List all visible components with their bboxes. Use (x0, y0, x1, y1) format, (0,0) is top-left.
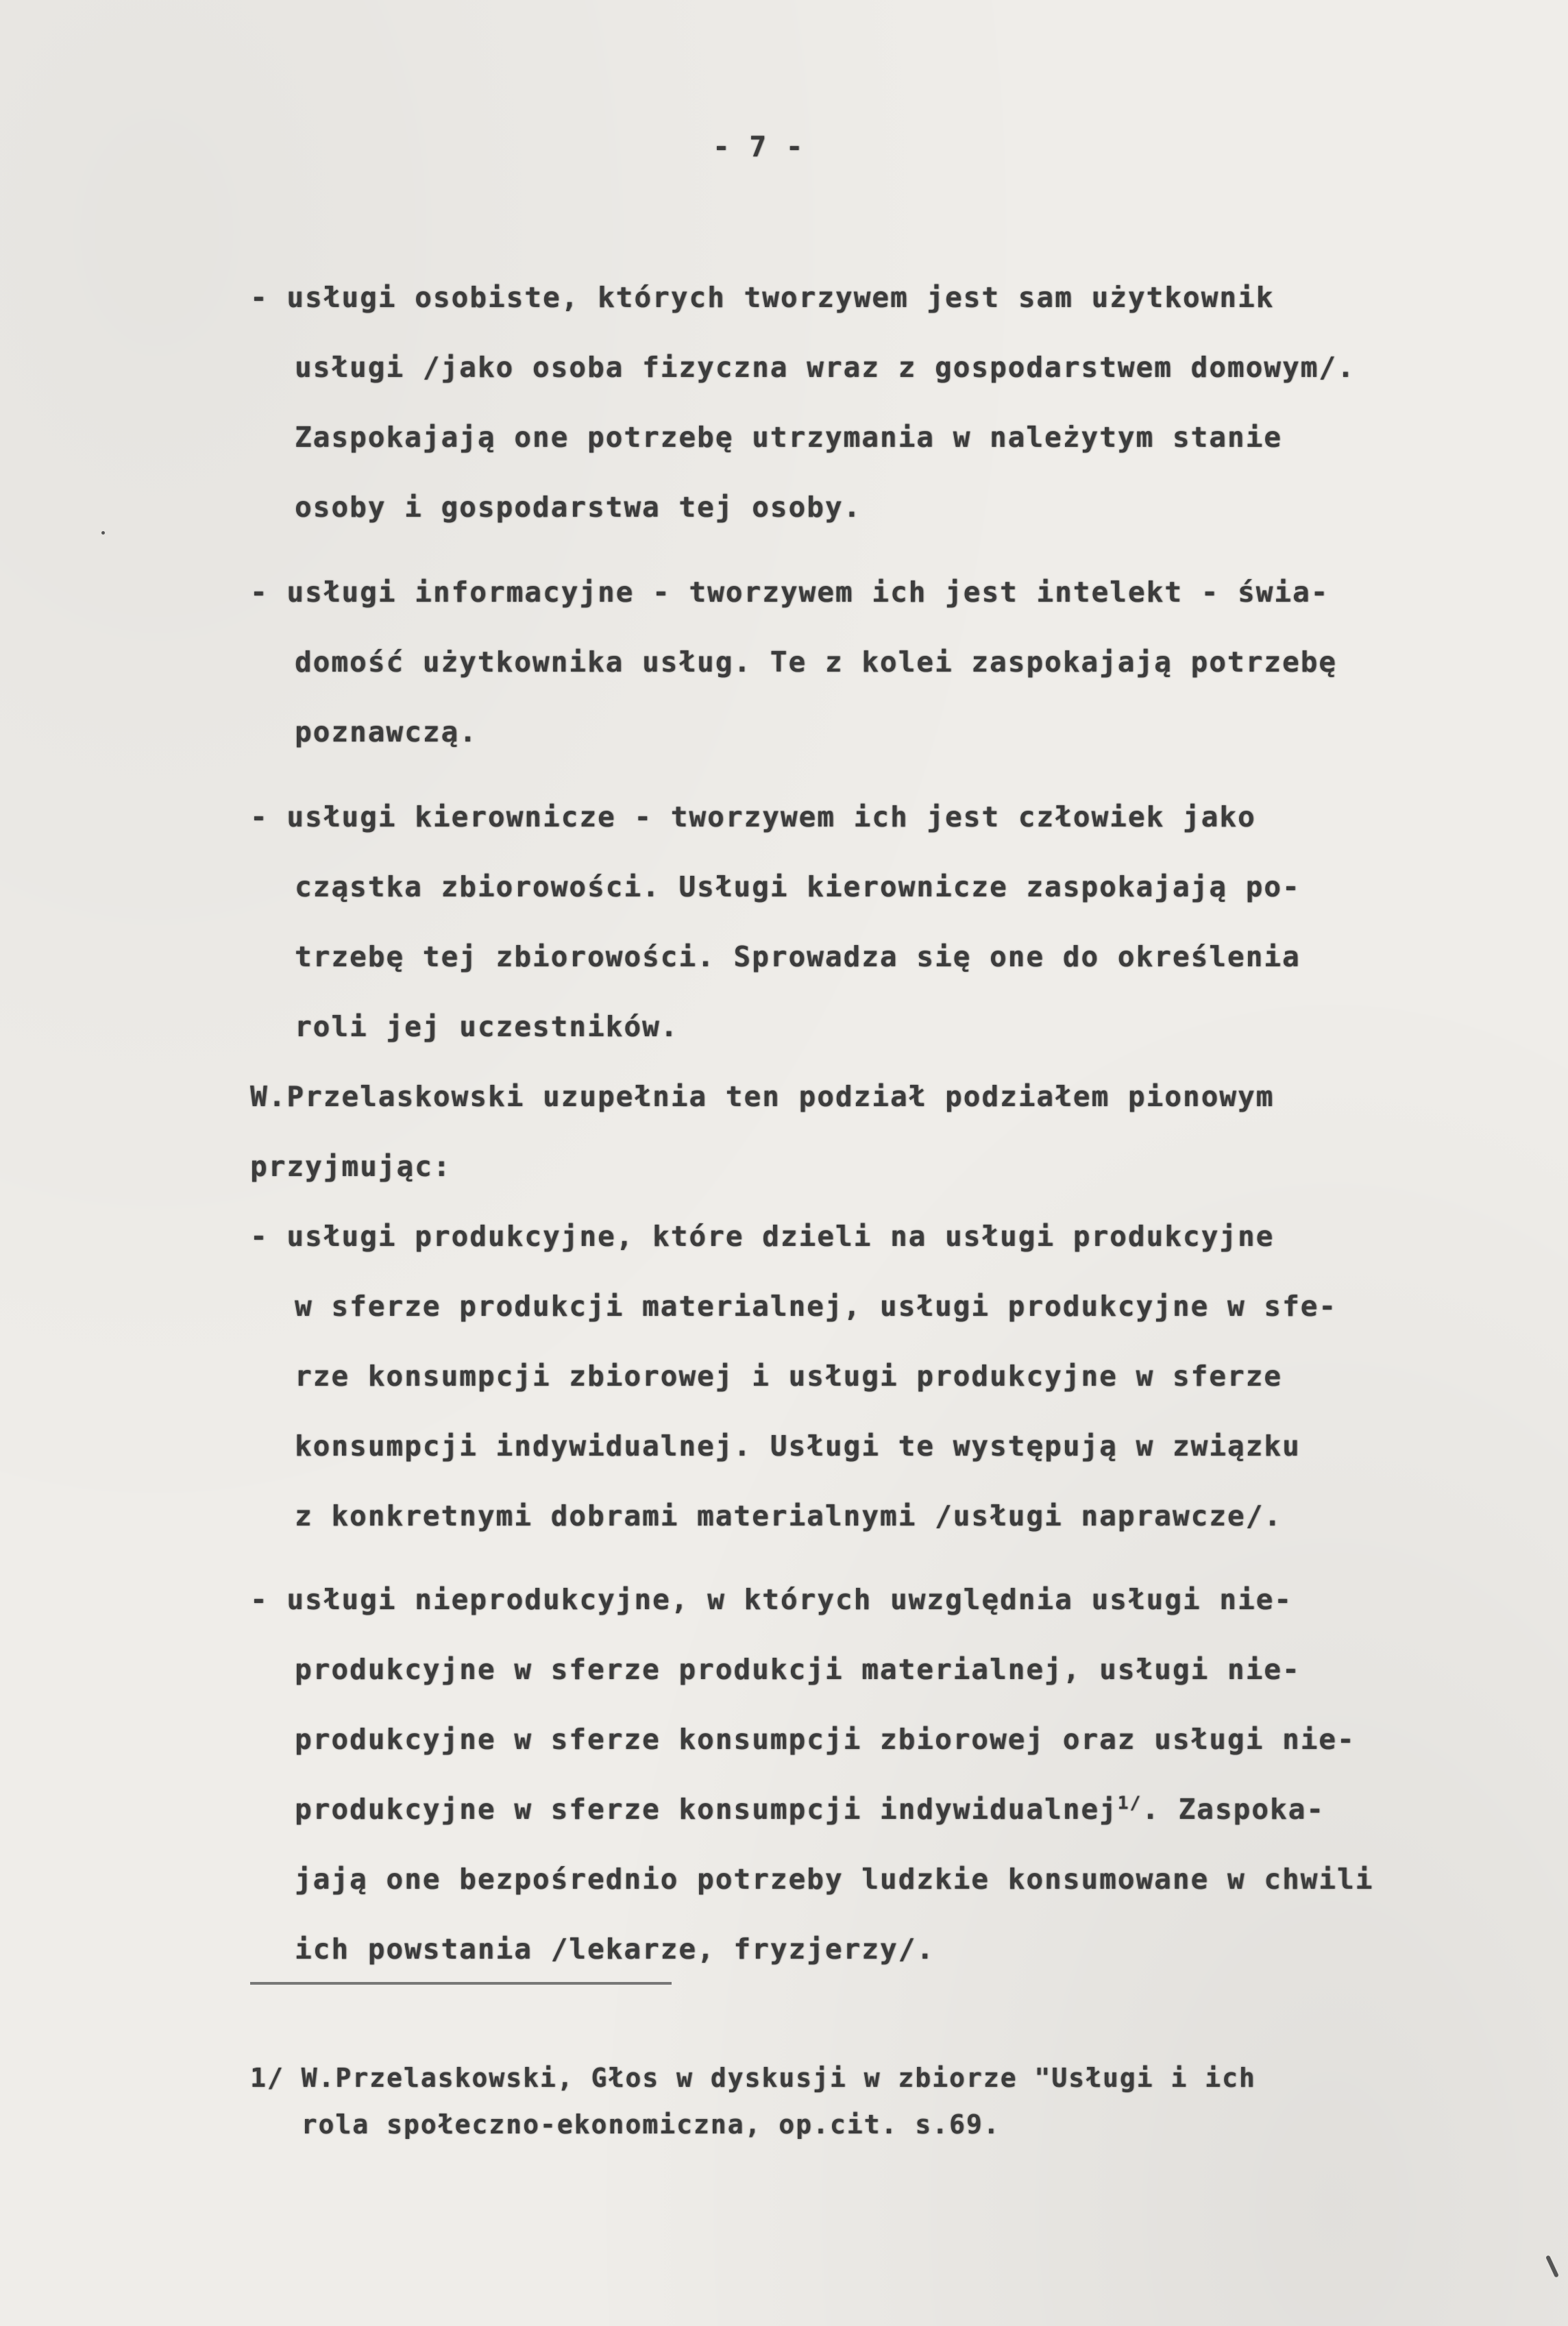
text-line: - usługi nieprodukcyjne, w których uwzględnia usługi nie- (250, 1583, 1293, 1616)
text-line: Zaspokajają one potrzebę utrzymania w należytym stanie (295, 421, 1282, 454)
footnote-separator (250, 1982, 672, 1985)
text-line: produkcyjne w sferze produkcji materialnej, usługi nie- (295, 1653, 1301, 1686)
paper-mark (1545, 2255, 1559, 2277)
text-line: trzebę tej zbiorowości. Sprowadza się one do określenia (295, 940, 1301, 973)
text-line: - usługi osobiste, których tworzywem jest sam użytkownik (250, 281, 1275, 314)
text-line: konsumpcji indywidualnej. Usługi te występują w związku (295, 1430, 1301, 1462)
text-line: roli jej uczestników. (295, 1010, 679, 1043)
text-line (295, 1793, 1325, 1826)
footnote-marker: 1/ (1117, 1793, 1142, 1814)
text-line: poznawczą. (295, 715, 478, 748)
text-line: jają one bezpośrednio potrzeby ludzkie konsumowane w chwili (295, 1863, 1374, 1896)
text-line: - usługi informacyjne - tworzywem ich jest intelekt - świa- (250, 576, 1330, 609)
text-line: ich powstania /lekarze, fryzjerzy/. (295, 1933, 935, 1966)
footnote-line: 1/ W.Przelaskowski, Głos w dyskusji w zbiorze "Usługi i ich (250, 2063, 1256, 2093)
paper-speck (101, 531, 105, 535)
text-line: domość użytkownika usług. Te z kolei zaspokajają potrzebę (295, 646, 1337, 678)
text-line: produkcyjne w sferze konsumpcji zbiorowej oraz usługi nie- (295, 1723, 1356, 1756)
text-segment: . Zaspoka- (1142, 1793, 1325, 1826)
text-line: cząstka zbiorowości. Usługi kierownicze zaspokajają po- (295, 870, 1301, 903)
page-number: - 7 - (713, 130, 805, 163)
text-line: - usługi produkcyjne, które dzieli na usługi produkcyjne (250, 1220, 1275, 1253)
text-line: z konkretnymi dobrami materialnymi /usługi naprawcze/. (295, 1499, 1282, 1532)
text-line: osoby i gospodarstwa tej osoby. (295, 491, 862, 524)
text-line: rze konsumpcji zbiorowej i usługi produkcyjne w sferze (295, 1360, 1282, 1393)
text-segment: produkcyjne w sferze konsumpcji indywidualnej (295, 1793, 1118, 1826)
text-line: przyjmując: (250, 1150, 452, 1183)
text-line: usługi /jako osoba fizyczna wraz z gospodarstwem domowym/. (295, 351, 1356, 384)
text-line: W.Przelaskowski uzupełnia ten podział podziałem pionowym (250, 1080, 1275, 1113)
footnote-line: rola społeczno-ekonomiczna, op.cit. s.69. (250, 2109, 1001, 2140)
text-line: - usługi kierownicze - tworzywem ich jest człowiek jako (250, 800, 1256, 833)
text-line: w sferze produkcji materialnej, usługi produkcyjne w sfe- (295, 1290, 1337, 1323)
